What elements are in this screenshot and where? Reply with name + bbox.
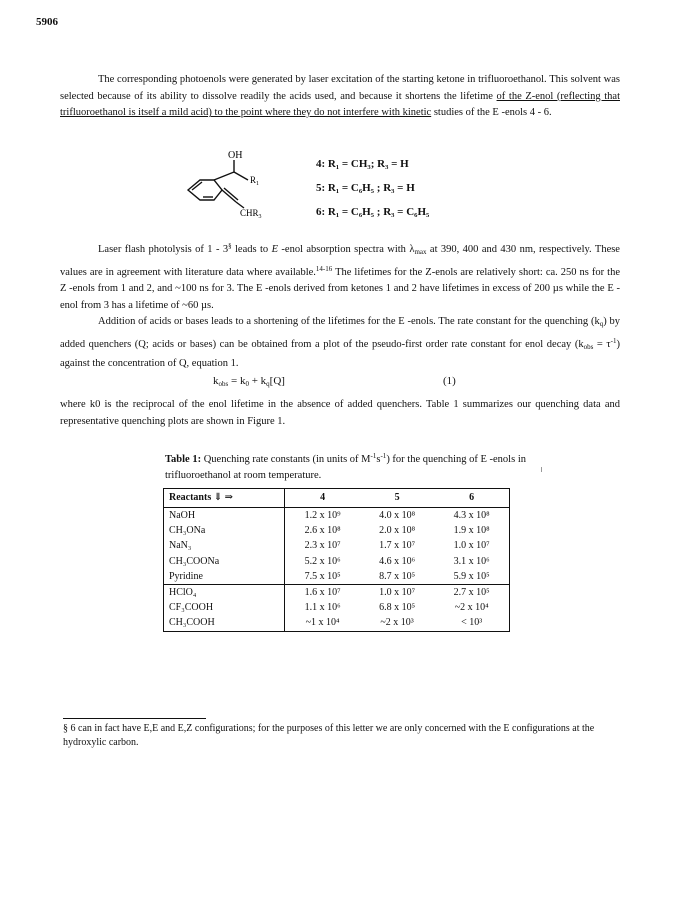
r1-label: $R_1$ bbox=[250, 175, 260, 187]
table-caption: Table 1: Quenching rate constants (in units of $M^{-1}s^{-1}$) for the quenching of E -enols in trifluoroethanol at room temperature. bbox=[165, 452, 526, 481]
paragraph-summary: where k0 is the reciprocal of the enol lifetime in the absence of added quenchers. Table 1 summarizes our quenching data and representative quenching plots are shown in Figure 1. bbox=[60, 399, 620, 427]
table-row: CH₃COOH ~1 x 10⁴ ~2 x 10³ < 10³ bbox=[164, 615, 510, 631]
header-enol-5: 5 bbox=[360, 489, 434, 508]
table-row: CH₃COONa 5.2 x 10⁶ 4.6 x 10⁶ 3.1 x 10⁶ bbox=[164, 554, 510, 569]
table-row: HClO₄ 1.6 x 10⁷ 1.0 x 10⁷ 2.7 x 10⁵ bbox=[164, 585, 510, 601]
oh-label: OH bbox=[228, 150, 243, 161]
intro-text-underlined: of the Z-enol (reflecting that trifluoroethanol is itself a mild acid) to the point where they do not interfere with kinetic bbox=[60, 90, 620, 119]
header-enol-4: 4 bbox=[285, 489, 360, 508]
equation-1: $k_{obs} = k_0 + k_q[Q]$ (1) bbox=[213, 375, 456, 388]
table-row: NaOH 1.2 x 10⁹ 4.0 x 10⁸ 4.3 x 10⁸ bbox=[164, 508, 510, 524]
table-header-row bbox=[164, 489, 510, 508]
compound-5: 5: R₁ = C₆H₅ ; R₃ = H bbox=[316, 182, 415, 194]
intro-text: The corresponding photoenols were generated by laser excitation of the starting ketone in trifluoroethanol. This solvent was selected because of its ability to dissolve readily the acids used, and because it shortens the lifetime bbox=[60, 74, 620, 102]
paragraph-intro bbox=[60, 72, 620, 122]
quenching-rate-table bbox=[163, 488, 510, 632]
intro-text-end: studies of the E -enols 4 - 6. bbox=[433, 107, 552, 119]
table-row: CF₃COOH 1.1 x 10⁶ 6.8 x 10⁵ ~2 x 10⁴ bbox=[164, 600, 510, 615]
equation-number: (1) bbox=[443, 375, 456, 387]
compound-4: 4: R₁ = CH₃; R₃ = H bbox=[316, 158, 409, 170]
compound-list bbox=[316, 152, 429, 224]
enol-structure-diagram bbox=[178, 150, 298, 230]
paragraph-photolysis: Laser flash photolysis of 1 - 3§ leads to E -enol absorption spectra with $\lambda_{max}$ at 390, 400 and 430 nm, respectively. These values are in agreement with literature data where available.$^{14-16}$ The lifetimes for the Z-enols are relatively short: ca. 250 ns for the Z -enols from 1 and 2, and ~100 ns for 3. The E -enols derived from ketones 1 and 2 have lifetimes in excess of 200 µs while the E -enol from 3 has a lifetime of ~60 µs. Addition of acids or bases leads to a shortening of the lifetimes for the E -enols. The rate constant for the quenching $(k_q)$ by added quenchers (Q; acids or bases) can be obtained from a plot of the pseudo-first order rate constant for enol decay $(k_{obs} = \tau^{-1})$ against the concentration of Q, equation 1. bbox=[60, 242, 621, 369]
footnote-rule bbox=[63, 718, 206, 719]
footnote: § 6 can in fact have E,E and E,Z configurations; for the purposes of this letter we are only concerned with the E configurations at the hydroxylic carbon. bbox=[63, 723, 595, 748]
compound-6: 6: R₁ = C₆H₅ ; R₃ = C₆H₅ bbox=[316, 206, 430, 218]
header-enol-6: 6 bbox=[434, 489, 509, 508]
chr3-label: $CHR_3$ bbox=[240, 208, 262, 220]
header-reactants: Reactants ⇓ ⇒ bbox=[164, 489, 285, 508]
table-row: CH₃ONa 2.6 x 10⁸ 2.0 x 10⁸ 1.9 x 10⁸ bbox=[164, 523, 510, 538]
table-row: NaN₃ 2.3 x 10⁷ 1.7 x 10⁷ 1.0 x 10⁷ bbox=[164, 538, 510, 553]
page-number: 5906 bbox=[36, 16, 58, 28]
table-row: Pyridine 7.5 x 10⁵ 8.7 x 10⁵ 5.9 x 10⁵ bbox=[164, 569, 510, 585]
